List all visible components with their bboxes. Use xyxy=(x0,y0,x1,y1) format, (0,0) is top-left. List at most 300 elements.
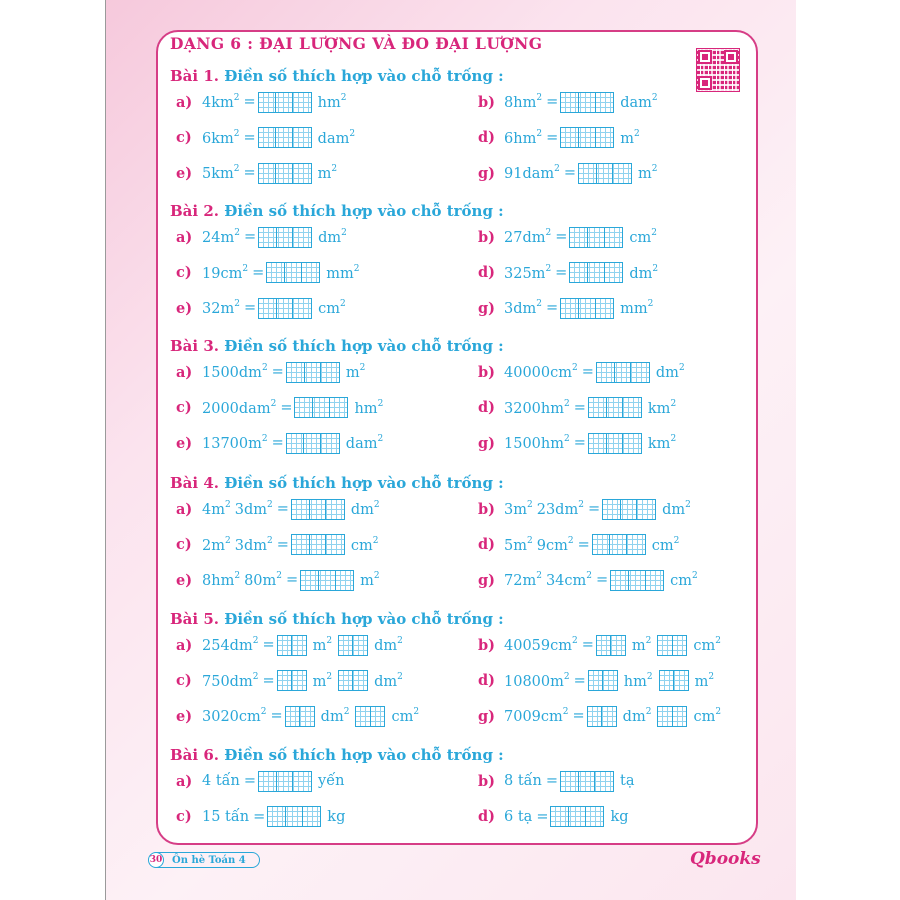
exercise-item xyxy=(478,297,657,319)
item-label: b) xyxy=(478,93,495,111)
footer-badge xyxy=(150,852,260,868)
item-unit: $km^2$ xyxy=(647,434,677,452)
item-quantity: $5m^2$ xyxy=(504,535,533,554)
item-quantity: 15 tấn xyxy=(202,808,250,825)
answer-box[interactable] xyxy=(338,635,368,656)
exercise-item xyxy=(478,705,725,727)
item-label: a) xyxy=(176,500,193,518)
item-label: d) xyxy=(478,536,495,553)
exercise-item xyxy=(176,770,349,792)
exercise-item xyxy=(176,806,349,828)
answer-box[interactable] xyxy=(258,127,312,148)
item-unit: $dm^2$ xyxy=(622,707,652,725)
superscript: 2 xyxy=(373,500,380,510)
section-label: Bài 2. xyxy=(170,202,225,220)
section-label: Bài 3. xyxy=(170,337,225,355)
section-instruction: Điền số thích hợp vào chỗ trống : xyxy=(224,746,504,764)
equals-sign: = xyxy=(545,773,559,789)
item-quantity: $10800m^2$ xyxy=(504,671,570,690)
superscript: 2 xyxy=(233,128,240,139)
item-unit: dam$^2$ xyxy=(620,93,658,111)
equals-sign: = xyxy=(270,708,283,724)
item-label: d) xyxy=(478,399,495,416)
item-label: g) xyxy=(478,571,495,589)
superscript: 2 xyxy=(536,128,543,139)
answer-box[interactable] xyxy=(285,706,315,727)
exercise-item xyxy=(176,162,341,184)
answer-box[interactable] xyxy=(596,635,626,656)
item-unit: yến xyxy=(318,773,345,789)
item-unit: $cm^2$ xyxy=(318,299,346,317)
exercise-item xyxy=(478,127,644,149)
superscript: 2 xyxy=(554,164,560,174)
section-instruction: Điền số thích hợp vào chỗ trống : xyxy=(224,474,504,492)
superscript: 2 xyxy=(377,434,384,444)
superscript: 2 xyxy=(715,636,721,646)
exercise-item xyxy=(176,634,407,656)
superscript: 2 xyxy=(224,500,231,510)
equals-sign: = xyxy=(572,708,585,724)
equals-sign: = xyxy=(573,672,586,689)
exercise-item xyxy=(176,91,350,113)
item-unit: $m^2$ xyxy=(620,128,640,147)
superscript: 2 xyxy=(536,93,543,103)
item-unit: $mm^2$ xyxy=(326,263,360,282)
superscript: 2 xyxy=(572,636,578,646)
item-label: e) xyxy=(176,164,193,182)
item-quantity: $3m^2$ xyxy=(504,500,533,518)
superscript: 2 xyxy=(343,707,350,717)
superscript: 2 xyxy=(563,671,570,682)
item-quantity: $19cm^2$ xyxy=(202,263,249,282)
item-label: c) xyxy=(176,264,192,281)
equals-sign: = xyxy=(243,300,257,316)
equals-sign: = xyxy=(581,637,594,653)
item-label: b) xyxy=(478,772,495,790)
superscript: 2 xyxy=(564,398,570,409)
section-label: Bài 4. xyxy=(170,474,225,492)
exercise-item xyxy=(478,770,639,792)
item-unit: $cm^2$ xyxy=(693,707,722,725)
item-quantity: $2m^2$ xyxy=(202,535,231,554)
answer-box[interactable] xyxy=(294,397,348,418)
equals-sign: = xyxy=(546,129,559,146)
item-quantity: $7009cm^2$ xyxy=(504,707,569,725)
item-label: e) xyxy=(176,434,193,452)
exercise-item xyxy=(176,498,384,520)
item-unit: $hm^2$ xyxy=(623,671,653,690)
answer-box[interactable] xyxy=(578,163,632,184)
item-label: a) xyxy=(176,228,193,246)
item-quantity: $27dm^2$ xyxy=(504,228,552,246)
section-title xyxy=(170,746,504,764)
superscript: 2 xyxy=(692,571,698,581)
item-quantity: $3020cm^2$ xyxy=(202,707,267,725)
item-quantity: $40059cm^2$ xyxy=(504,636,578,654)
item-unit: kg xyxy=(327,808,346,825)
superscript: 2 xyxy=(673,535,680,546)
item-unit: $dm^2$ xyxy=(629,263,659,282)
superscript: 2 xyxy=(572,363,578,373)
superscript: 2 xyxy=(545,263,552,274)
answer-box[interactable] xyxy=(588,670,618,691)
superscript: 2 xyxy=(645,636,652,646)
item-label: a) xyxy=(176,363,193,381)
exercise-item xyxy=(478,634,725,656)
superscript: 2 xyxy=(651,164,658,174)
superscript: 2 xyxy=(562,707,569,717)
exercise-item xyxy=(478,498,695,520)
item-quantity: $6hm^2$ xyxy=(504,128,543,147)
exercise-item xyxy=(478,162,662,184)
item-unit: $dm^2$ xyxy=(374,671,403,690)
equals-sign: = xyxy=(252,264,265,281)
book-title: Ôn hè Toán 4 xyxy=(172,854,246,866)
item-label: c) xyxy=(176,536,192,553)
item-label: b) xyxy=(478,636,495,654)
answer-box[interactable] xyxy=(266,262,320,283)
section-instruction: Điền số thích hợp vào chỗ trống : xyxy=(224,337,504,355)
equals-sign: = xyxy=(243,94,256,110)
item-quantity: 6 tạ xyxy=(504,808,533,825)
equals-sign: = xyxy=(271,435,284,451)
exercise-item xyxy=(478,569,702,591)
exercise-item xyxy=(478,806,633,828)
exercise-item xyxy=(478,432,680,454)
item-unit: $m^2$ xyxy=(312,636,333,654)
item-label: e) xyxy=(176,299,193,317)
equals-sign: = xyxy=(563,165,577,181)
item-quantity: $40000cm^2$ xyxy=(504,363,578,381)
superscript: 2 xyxy=(633,128,640,139)
equals-sign: = xyxy=(271,364,284,380)
answer-box[interactable] xyxy=(258,163,312,184)
exercise-item xyxy=(478,361,689,383)
equals-sign: = xyxy=(587,501,601,517)
item-quantity: $34cm^2$ xyxy=(545,571,592,589)
answer-box[interactable] xyxy=(659,670,689,691)
exercise-item xyxy=(478,262,662,284)
item-quantity: $9cm^2$ xyxy=(536,535,574,554)
superscript: 2 xyxy=(242,263,249,274)
item-label: g) xyxy=(478,164,495,182)
superscript: 2 xyxy=(266,535,273,546)
item-quantity: $24m^2$ xyxy=(202,228,240,246)
superscript: 2 xyxy=(715,707,722,717)
equals-sign: = xyxy=(262,637,275,653)
section-label: Bài 6. xyxy=(170,746,225,764)
answer-box[interactable] xyxy=(258,227,312,248)
superscript: 2 xyxy=(252,636,259,646)
superscript: 2 xyxy=(224,535,231,546)
answer-box[interactable] xyxy=(657,635,687,656)
item-unit: kg xyxy=(610,808,629,825)
item-label: c) xyxy=(176,672,192,689)
qr-code-icon xyxy=(696,48,740,92)
superscript: 2 xyxy=(536,571,542,581)
superscript: 2 xyxy=(651,93,658,103)
item-unit: $cm^2$ xyxy=(651,535,680,554)
item-quantity: $4km^2$ xyxy=(202,93,240,111)
item-unit: $cm^2$ xyxy=(629,228,657,246)
equals-sign: = xyxy=(536,808,549,825)
superscript: 2 xyxy=(233,164,240,174)
item-quantity: $23dm^2$ xyxy=(536,500,584,518)
superscript: 2 xyxy=(234,571,241,581)
item-unit: $dm^2$ xyxy=(320,707,350,725)
item-unit: dam$^2$ xyxy=(317,128,356,147)
page-number: 30 xyxy=(148,852,164,868)
equals-sign: = xyxy=(577,536,590,553)
item-unit: $m^2$ xyxy=(312,671,333,690)
equals-sign: = xyxy=(243,229,257,245)
exercise-item xyxy=(478,226,661,248)
exercise-item xyxy=(478,534,683,556)
item-unit: $cm^2$ xyxy=(693,636,721,654)
item-quantity: 8 tấn xyxy=(504,773,542,789)
item-label: c) xyxy=(176,129,192,146)
answer-box[interactable] xyxy=(338,670,368,691)
section-title xyxy=(170,337,504,355)
equals-sign: = xyxy=(546,300,559,316)
answer-box[interactable] xyxy=(569,262,623,283)
item-label: a) xyxy=(176,772,193,790)
answer-box[interactable] xyxy=(588,433,642,454)
answer-box[interactable] xyxy=(258,92,312,113)
superscript: 2 xyxy=(586,571,592,581)
item-label: c) xyxy=(176,808,192,825)
item-label: b) xyxy=(478,363,495,381)
item-unit: tạ xyxy=(620,773,635,789)
equals-sign: = xyxy=(573,399,586,416)
item-label: g) xyxy=(478,434,495,452)
superscript: 2 xyxy=(261,434,268,444)
superscript: 2 xyxy=(353,263,360,274)
superscript: 2 xyxy=(651,228,657,238)
superscript: 2 xyxy=(397,636,403,646)
equals-sign: = xyxy=(546,94,559,110)
item-unit: $dm^2$ xyxy=(318,228,347,246)
section-instruction: Điền số thích hợp vào chỗ trống : xyxy=(224,202,504,220)
equals-sign: = xyxy=(243,129,256,146)
equals-sign: = xyxy=(243,165,256,181)
answer-box[interactable] xyxy=(267,806,321,827)
answer-box[interactable] xyxy=(602,499,656,520)
item-quantity: $32m^2$ xyxy=(202,299,240,317)
item-label: d) xyxy=(478,808,495,825)
item-quantity: $4m^2$ xyxy=(202,500,231,518)
item-label: e) xyxy=(176,707,193,725)
answer-box[interactable] xyxy=(560,771,614,792)
exercise-item xyxy=(176,569,384,591)
superscript: 2 xyxy=(578,500,584,510)
exercise-item xyxy=(176,127,359,149)
answer-box[interactable] xyxy=(596,362,650,383)
superscript: 2 xyxy=(567,535,574,546)
equals-sign: = xyxy=(262,672,275,689)
item-quantity: $8hm^2$ xyxy=(202,571,241,589)
item-quantity: $1500hm^2$ xyxy=(504,434,570,452)
item-unit: $cm^2$ xyxy=(350,535,379,554)
exercise-item xyxy=(478,670,718,692)
item-unit: $km^2$ xyxy=(647,398,677,417)
superscript: 2 xyxy=(234,228,240,238)
superscript: 2 xyxy=(708,671,715,682)
equals-sign: = xyxy=(276,536,289,553)
equals-sign: = xyxy=(276,501,289,517)
answer-box[interactable] xyxy=(657,706,687,727)
superscript: 2 xyxy=(359,363,366,373)
item-quantity: $325m^2$ xyxy=(504,263,552,282)
answer-box[interactable] xyxy=(560,298,614,319)
equals-sign: = xyxy=(581,364,594,380)
item-label: g) xyxy=(478,707,495,725)
superscript: 2 xyxy=(413,707,420,717)
answer-box[interactable] xyxy=(277,635,307,656)
section-label: Bài 1. xyxy=(170,67,225,85)
exercise-item xyxy=(176,397,387,419)
answer-box[interactable] xyxy=(569,227,623,248)
item-quantity: $750dm^2$ xyxy=(202,671,259,690)
item-quantity: $80m^2$ xyxy=(244,571,282,589)
section-instruction: Điền số thích hợp vào chỗ trống : xyxy=(224,67,504,85)
superscript: 2 xyxy=(678,363,685,373)
item-unit: $hm^2$ xyxy=(354,398,384,417)
answer-box[interactable] xyxy=(588,397,642,418)
superscript: 2 xyxy=(645,707,652,717)
superscript: 2 xyxy=(652,263,659,274)
equals-sign: = xyxy=(286,572,299,588)
item-quantity: $254dm^2$ xyxy=(202,636,259,654)
equals-sign: = xyxy=(280,399,293,416)
superscript: 2 xyxy=(260,707,267,717)
answer-box[interactable] xyxy=(560,127,614,148)
superscript: 2 xyxy=(270,398,277,409)
answer-box[interactable] xyxy=(286,362,340,383)
answer-box[interactable] xyxy=(550,806,604,827)
item-quantity: $6km^2$ xyxy=(202,128,240,147)
item-unit: $m^2$ xyxy=(694,671,715,690)
item-quantity: $1500dm^2$ xyxy=(202,363,268,381)
item-label: a) xyxy=(176,93,193,111)
item-unit: $m^2$ xyxy=(360,571,380,589)
item-label: d) xyxy=(478,264,495,281)
superscript: 2 xyxy=(372,535,379,546)
superscript: 2 xyxy=(647,299,654,309)
item-label: e) xyxy=(176,571,193,589)
exercise-item xyxy=(176,297,350,319)
item-label: c) xyxy=(176,399,192,416)
superscript: 2 xyxy=(261,363,268,373)
exercise-item xyxy=(176,361,369,383)
exercise-item xyxy=(176,670,407,692)
item-label: a) xyxy=(176,636,193,654)
superscript: 2 xyxy=(646,671,653,682)
superscript: 2 xyxy=(326,671,333,682)
exercise-item xyxy=(176,705,423,727)
superscript: 2 xyxy=(373,571,380,581)
item-quantity: $8hm^2$ xyxy=(504,93,543,111)
item-unit: $dm^2$ xyxy=(374,636,403,654)
superscript: 2 xyxy=(526,500,533,510)
item-label: d) xyxy=(478,672,495,689)
section-title xyxy=(170,474,504,492)
answer-box[interactable] xyxy=(258,771,312,792)
item-unit: $mm^2$ xyxy=(620,299,654,317)
answer-box[interactable] xyxy=(291,534,345,555)
answer-box[interactable] xyxy=(355,706,385,727)
item-quantity: $72m^2$ xyxy=(504,571,542,589)
item-unit: $dm^2$ xyxy=(662,500,691,518)
answer-box[interactable] xyxy=(610,570,664,591)
exercise-item xyxy=(176,262,363,284)
item-unit: $m^2$ xyxy=(638,164,658,182)
answer-box[interactable] xyxy=(258,298,312,319)
page-title: DẠNG 6 : ĐẠI LƯỢNG VÀ ĐO ĐẠI LƯỢNG xyxy=(170,34,543,53)
equals-sign: = xyxy=(555,264,568,281)
item-label: g) xyxy=(478,299,495,317)
superscript: 2 xyxy=(670,398,677,409)
section-title xyxy=(170,67,504,85)
item-quantity: 91dam$^2$ xyxy=(504,164,560,182)
item-label: b) xyxy=(478,500,495,518)
item-quantity: $3dm^2$ xyxy=(234,500,273,518)
exercise-item xyxy=(478,91,662,113)
item-unit: $hm^2$ xyxy=(317,93,347,111)
item-unit: $dm^2$ xyxy=(655,363,685,381)
superscript: 2 xyxy=(331,164,338,174)
item-label: b) xyxy=(478,228,495,246)
item-unit: $cm^2$ xyxy=(670,571,698,589)
superscript: 2 xyxy=(252,671,259,682)
exercise-item xyxy=(176,534,382,556)
equals-sign: = xyxy=(555,229,568,245)
equals-sign: = xyxy=(596,572,609,588)
equals-sign: = xyxy=(573,435,586,451)
item-unit: $dm^2$ xyxy=(350,500,380,518)
superscript: 2 xyxy=(266,500,273,510)
exercise-item xyxy=(478,397,680,419)
superscript: 2 xyxy=(349,128,356,139)
publisher-logo: Qbooks xyxy=(690,849,761,869)
answer-box[interactable] xyxy=(300,570,354,591)
superscript: 2 xyxy=(377,398,384,409)
exercise-item xyxy=(176,432,387,454)
superscript: 2 xyxy=(326,636,333,646)
answer-box[interactable] xyxy=(277,670,307,691)
item-quantity: $3dm^2$ xyxy=(504,299,542,317)
superscript: 2 xyxy=(670,434,677,444)
item-unit: $m^2$ xyxy=(631,636,652,654)
answer-box[interactable] xyxy=(592,534,646,555)
answer-box[interactable] xyxy=(291,499,345,520)
superscript: 2 xyxy=(526,535,533,546)
answer-box[interactable] xyxy=(587,706,617,727)
item-quantity: 2000dam$^2$ xyxy=(202,398,277,417)
answer-box[interactable] xyxy=(286,433,340,454)
item-quantity: $3dm^2$ xyxy=(234,535,273,554)
superscript: 2 xyxy=(341,228,347,238)
section-instruction: Điền số thích hợp vào chỗ trống : xyxy=(224,610,504,628)
superscript: 2 xyxy=(234,299,240,309)
item-quantity: $3200hm^2$ xyxy=(504,398,570,417)
superscript: 2 xyxy=(339,299,346,309)
superscript: 2 xyxy=(276,571,282,581)
superscript: 2 xyxy=(340,93,347,103)
answer-box[interactable] xyxy=(560,92,614,113)
item-unit: $cm^2$ xyxy=(391,707,420,725)
section-label: Bài 5. xyxy=(170,610,225,628)
